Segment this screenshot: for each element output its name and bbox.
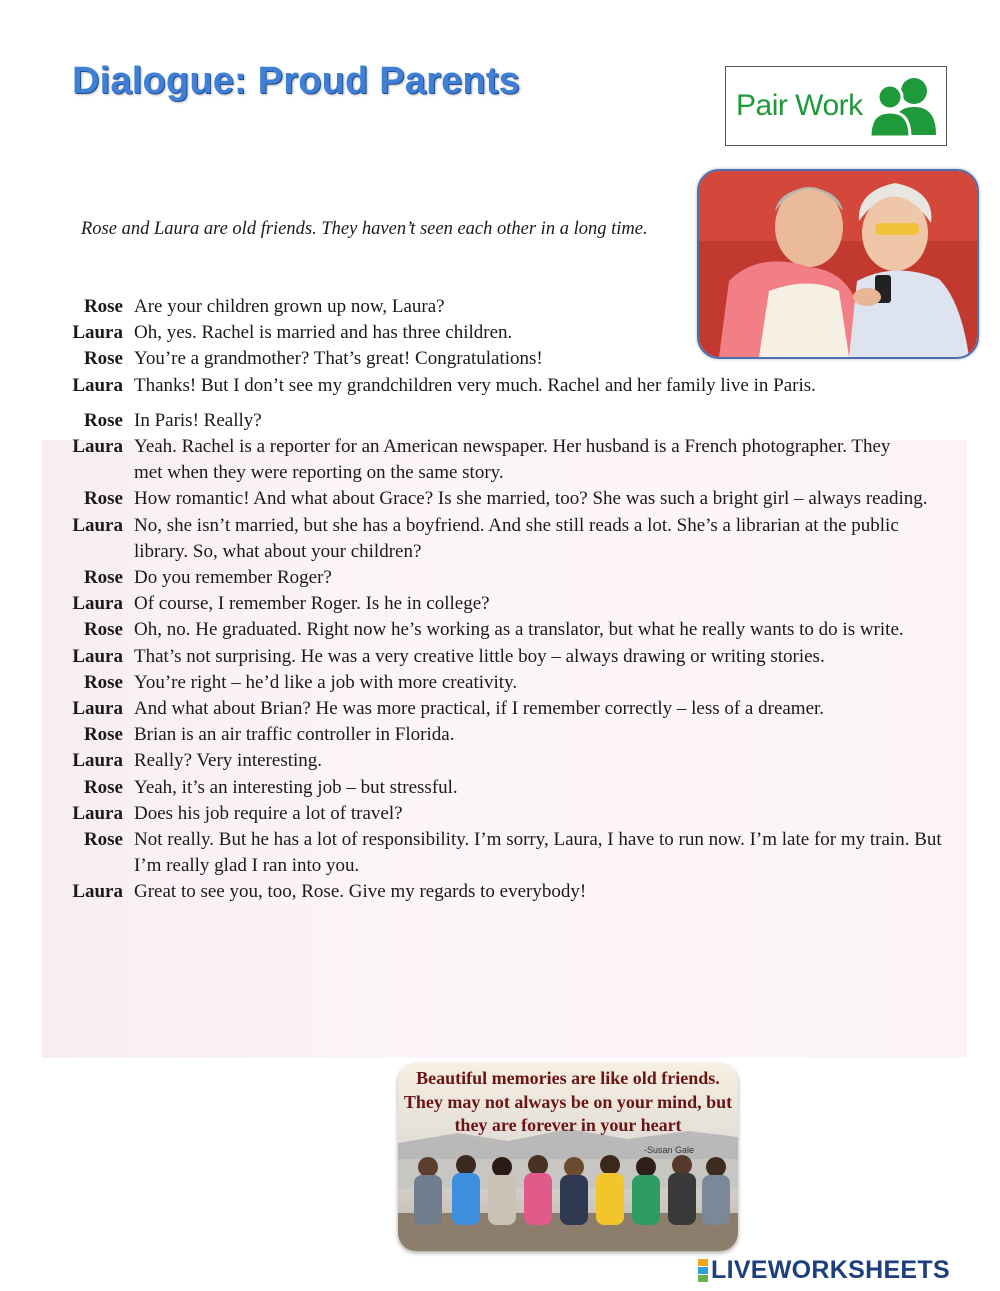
speaker-name: Laura	[72, 881, 123, 903]
speech-text: Oh, no. He graduated. Right now he’s working as a translator, but what he really wants to do is write.	[134, 619, 904, 641]
speaker-name: Laura	[72, 436, 123, 458]
speaker-name: Rose	[83, 296, 123, 317]
speech-text: How romantic! And what about Grace? Is she married, too? She was such a bright girl – always reading.	[134, 488, 928, 510]
speech-text: Do you remember Roger?	[134, 567, 332, 589]
speaker-name: Laura	[72, 645, 123, 667]
brand-name: LIVEWORKSHEETS	[711, 1256, 950, 1284]
dialogue-line	[0, 827, 960, 879]
intro-text: Rose and Laura are old friends. They haven’t seen each other in a long time.	[81, 219, 648, 239]
speaker-name: Laura	[72, 374, 123, 396]
dialogue-line	[0, 644, 960, 670]
speaker-name: Rose	[83, 776, 123, 798]
dialogue-line	[0, 565, 960, 591]
speaker-name: Laura	[72, 750, 123, 772]
speaker-name: Rose	[83, 567, 123, 589]
speech-text: You’re a grandmother? That’s great! Congratulations!	[134, 348, 543, 370]
dialogue-line	[0, 722, 960, 748]
speech-text: Not really. But he has a lot of responsibility. I’m sorry, Laura, I have to run now. I’m late for my train. But I’m really glad I ran into you.	[134, 829, 942, 877]
dialogue	[0, 294, 960, 906]
two-people-icon	[868, 73, 938, 139]
speaker-name: Laura	[72, 593, 123, 615]
dialogue-line	[0, 320, 960, 346]
speech-text: Brian is an air traffic controller in Florida.	[134, 724, 455, 746]
speech-text: In Paris! Really?	[134, 409, 262, 431]
speech-text: Yeah, it’s an interesting job – but stressful.	[134, 776, 458, 798]
speaker-name: Laura	[72, 322, 123, 344]
dialogue-line	[0, 775, 960, 801]
dialogue-line	[0, 748, 960, 774]
speaker-name: Laura	[72, 698, 123, 720]
speaker-name: Laura	[72, 514, 123, 536]
dialogue-line	[0, 879, 960, 905]
speaker-name: Rose	[83, 348, 123, 370]
dialogue-line	[0, 373, 960, 399]
dialogue-line	[0, 294, 960, 320]
speaker-name: Laura	[72, 802, 123, 824]
dialogue-line	[0, 591, 960, 617]
speech-text: Thanks! But I don’t see my grandchildren very much. Rachel and her family live in Paris.	[134, 374, 816, 396]
dialogue-line	[0, 617, 960, 643]
dialogue-line	[0, 513, 960, 565]
liveworksheets-logo	[698, 1256, 950, 1285]
speaker-name: Rose	[83, 671, 123, 693]
speech-text: And what about Brian? He was more practical, if I remember correctly – less of a dreamer.	[134, 698, 825, 720]
speaker-name: Rose	[83, 409, 123, 431]
pair-work-label: Pair Work	[736, 89, 863, 122]
dialogue-line	[0, 486, 960, 512]
dialogue-line	[0, 696, 960, 722]
speaker-name: Rose	[83, 619, 123, 641]
speech-text: Are your children grown up now, Laura?	[134, 296, 445, 317]
speech-text: Great to see you, too, Rose. Give my regards to everybody!	[134, 881, 587, 903]
speech-text: You’re right – he’d like a job with more creativity.	[134, 671, 518, 693]
dialogue-line	[0, 801, 960, 827]
dialogue-line	[0, 346, 960, 372]
dialogue-line	[0, 434, 960, 486]
speech-text: No, she isn’t married, but she has a boyfriend. And she still reads a lot. She’s a librarian at the public library. So, what about your children?	[134, 514, 899, 562]
brand-mark-icon	[698, 1259, 708, 1283]
speech-text: Yeah. Rachel is a reporter for an American newspaper. Her husband is a French photographer. They met when they were reporting on the same story.	[134, 436, 891, 484]
page-title: Dialogue: Proud Parents	[72, 60, 521, 102]
quote-text: Beautiful memories are like old friends. They may not always be on your mind, but they are forever in your heart	[403, 1068, 733, 1135]
dialogue-line	[0, 670, 960, 696]
speech-text: Oh, yes. Rachel is married and has three children.	[134, 322, 513, 344]
speech-text: Really? Very interesting.	[134, 750, 323, 772]
quote-author: -Susan Gale	[644, 1145, 695, 1155]
speech-text: That’s not surprising. He was a very creative little boy – always drawing or writing stories.	[134, 645, 825, 667]
dialogue-line	[0, 408, 960, 434]
speaker-name: Rose	[83, 488, 123, 510]
pair-work-badge	[725, 66, 947, 146]
speech-text: Of course, I remember Roger. Is he in college?	[134, 593, 490, 615]
speech-text: Does his job require a lot of travel?	[134, 802, 403, 824]
speaker-name: Rose	[83, 724, 123, 746]
friendship-quote-card	[398, 1063, 738, 1251]
speaker-name: Rose	[83, 829, 123, 851]
